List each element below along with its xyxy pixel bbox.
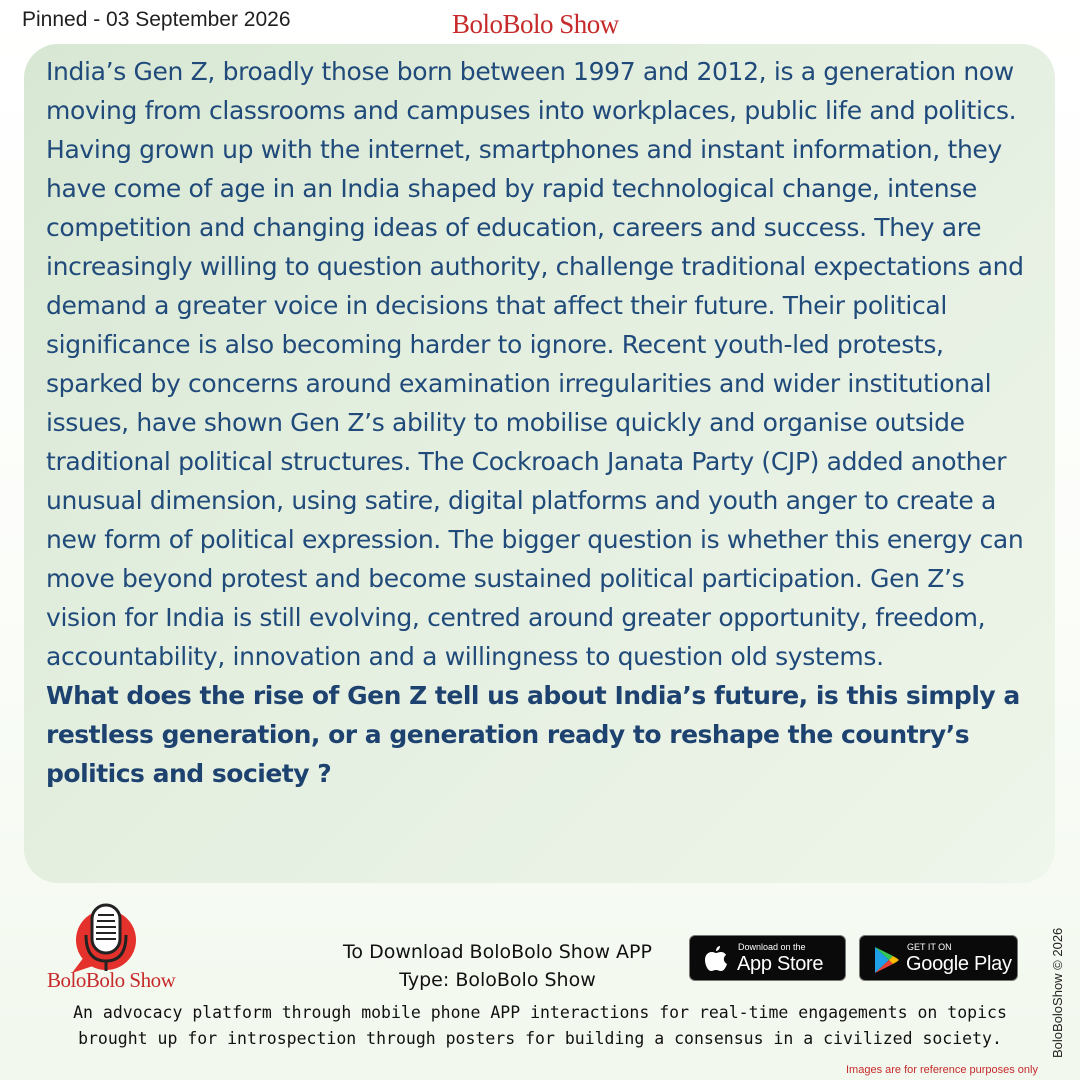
body-paragraph: India’s Gen Z, broadly those born between 1997 and 2012, is a generation now moving from classrooms and campuses into workplaces, public life and politics. Having grown up with the internet, smartphones and instant information, they have come of age in an India shaped by rapid technological change, intense competition and changing ideas of education, careers and success. They are increasingly willing to question authority, challenge traditional expectations and demand a greater voice in decisions that affect their future. Their political significance is also becoming harder to ignore. Recent youth-led protests, sparked by concerns around examination irregularities and wider institutional issues, have shown Gen Z’s ability to mobilise quickly and organise outside traditional political structures. The Cockroach Janata Party (CJP) added another unusual dimension, using satire, digital platforms and youth anger to create a new form of political expression. The bigger question is whether this energy can move beyond protest and become sustained political participation. Gen Z’s vision for India is still evolving, centred around greater opportunity, freedom, accountability, innovation and a willingness to question old systems. <box>46 57 1024 671</box>
mission-line: brought up for introspection through posters for building a consensus in a civilized society. <box>78 1029 1002 1048</box>
mission-statement <box>20 1000 1060 1052</box>
google-play-icon <box>872 945 900 975</box>
apple-icon <box>702 944 730 974</box>
disclaimer-text: Images are for reference purposes only <box>846 1064 1038 1076</box>
logo-text: BoloBolo Show <box>47 968 176 992</box>
download-line: To Download BoloBolo Show APP <box>343 941 652 963</box>
app-store-label: App Store <box>737 953 824 975</box>
google-play-button[interactable] <box>859 935 1018 981</box>
app-store-button[interactable] <box>689 935 846 981</box>
content-card <box>24 44 1055 883</box>
question-text: What does the rise of Gen Z tell us about India’s future, is this simply a restless generation, or a generation ready to reshape the country’s politics and society ? <box>46 681 1020 788</box>
mission-line: An advocacy platform through mobile phone APP interactions for real-time engagements on topics <box>73 1003 1007 1022</box>
app-store-small-label: Download on the <box>738 942 806 952</box>
pinned-date: Pinned - 03 September 2026 <box>22 8 291 31</box>
copyright-text: BoloBoloShow © 2026 <box>1050 927 1065 1058</box>
google-play-small-label: GET IT ON <box>907 942 952 952</box>
download-instructions <box>300 938 695 994</box>
brand-title: BoloBolo Show <box>452 9 619 39</box>
google-play-label: Google Play <box>906 953 1012 975</box>
download-type-line: Type: BoloBolo Show <box>399 969 596 991</box>
